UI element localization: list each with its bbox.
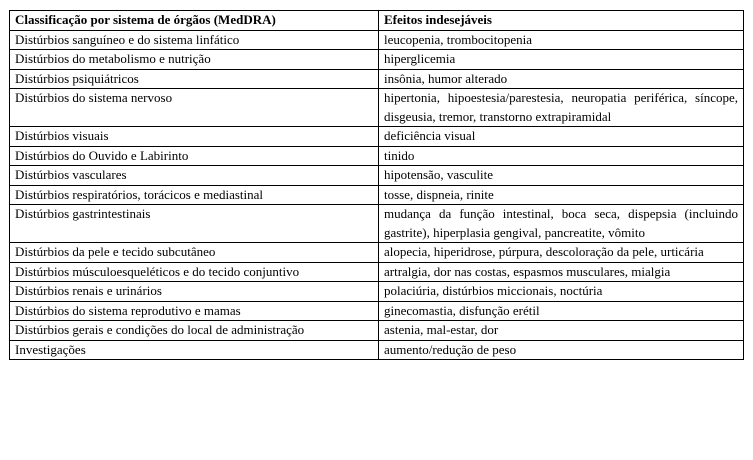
organ-class-cell: Distúrbios do sistema nervoso: [10, 89, 379, 127]
table-row: [10, 340, 744, 360]
table-row: [10, 185, 744, 205]
organ-class-cell: Distúrbios músculoesqueléticos e do tecido conjuntivo: [10, 262, 379, 282]
table-row: [10, 127, 744, 147]
table-row: [10, 243, 744, 263]
organ-class-cell: Distúrbios gerais e condições do local de administração: [10, 321, 379, 341]
effects-cell: insônia, humor alterado: [379, 69, 744, 89]
table-row: [10, 89, 744, 127]
organ-class-cell: Investigações: [10, 340, 379, 360]
effects-cell: deficiência visual: [379, 127, 744, 147]
table-row: [10, 205, 744, 243]
effects-cell: tosse, dispneia, rinite: [379, 185, 744, 205]
effects-cell: hipotensão, vasculite: [379, 166, 744, 186]
effects-cell: tinido: [379, 146, 744, 166]
organ-class-cell: Distúrbios do sistema reprodutivo e mamas: [10, 301, 379, 321]
effects-cell: alopecia, hiperidrose, púrpura, descoloração da pele, urticária: [379, 243, 744, 263]
table-row: [10, 30, 744, 50]
organ-class-cell: Distúrbios visuais: [10, 127, 379, 147]
effects-cell: leucopenia, trombocitopenia: [379, 30, 744, 50]
effects-cell: polaciúria, distúrbios miccionais, noctúria: [379, 282, 744, 302]
organ-class-cell: Distúrbios do metabolismo e nutrição: [10, 50, 379, 70]
table-row: [10, 262, 744, 282]
organ-class-cell: Distúrbios vasculares: [10, 166, 379, 186]
table-row: [10, 146, 744, 166]
table-row: [10, 69, 744, 89]
effects-cell: artralgia, dor nas costas, espasmos musculares, mialgia: [379, 262, 744, 282]
organ-class-cell: Distúrbios renais e urinários: [10, 282, 379, 302]
column-header-effects: Efeitos indesejáveis: [379, 11, 744, 31]
adverse-effects-table: [9, 10, 744, 360]
effects-cell: ginecomastia, disfunção erétil: [379, 301, 744, 321]
effects-cell: hipertonia, hipoestesia/parestesia, neuropatia periférica, síncope, disgeusia, tremor, transtorno extrapiramidal: [379, 89, 744, 127]
effects-cell: astenia, mal-estar, dor: [379, 321, 744, 341]
organ-class-cell: Distúrbios respiratórios, torácicos e mediastinal: [10, 185, 379, 205]
table-header-row: [10, 11, 744, 31]
table-row: [10, 321, 744, 341]
organ-class-cell: Distúrbios da pele e tecido subcutâneo: [10, 243, 379, 263]
table-row: [10, 282, 744, 302]
table-row: [10, 50, 744, 70]
effects-cell: mudança da função intestinal, boca seca, dispepsia (incluindo gastrite), hiperplasia gengival, pancreatite, vômito: [379, 205, 744, 243]
effects-cell: hiperglicemia: [379, 50, 744, 70]
organ-class-cell: Distúrbios gastrintestinais: [10, 205, 379, 243]
organ-class-cell: Distúrbios psiquiátricos: [10, 69, 379, 89]
organ-class-cell: Distúrbios do Ouvido e Labirinto: [10, 146, 379, 166]
effects-cell: aumento/redução de peso: [379, 340, 744, 360]
organ-class-cell: Distúrbios sanguíneo e do sistema linfático: [10, 30, 379, 50]
column-header-organ-class: Classificação por sistema de órgãos (MedDRA): [10, 11, 379, 31]
table-row: [10, 301, 744, 321]
table-row: [10, 166, 744, 186]
